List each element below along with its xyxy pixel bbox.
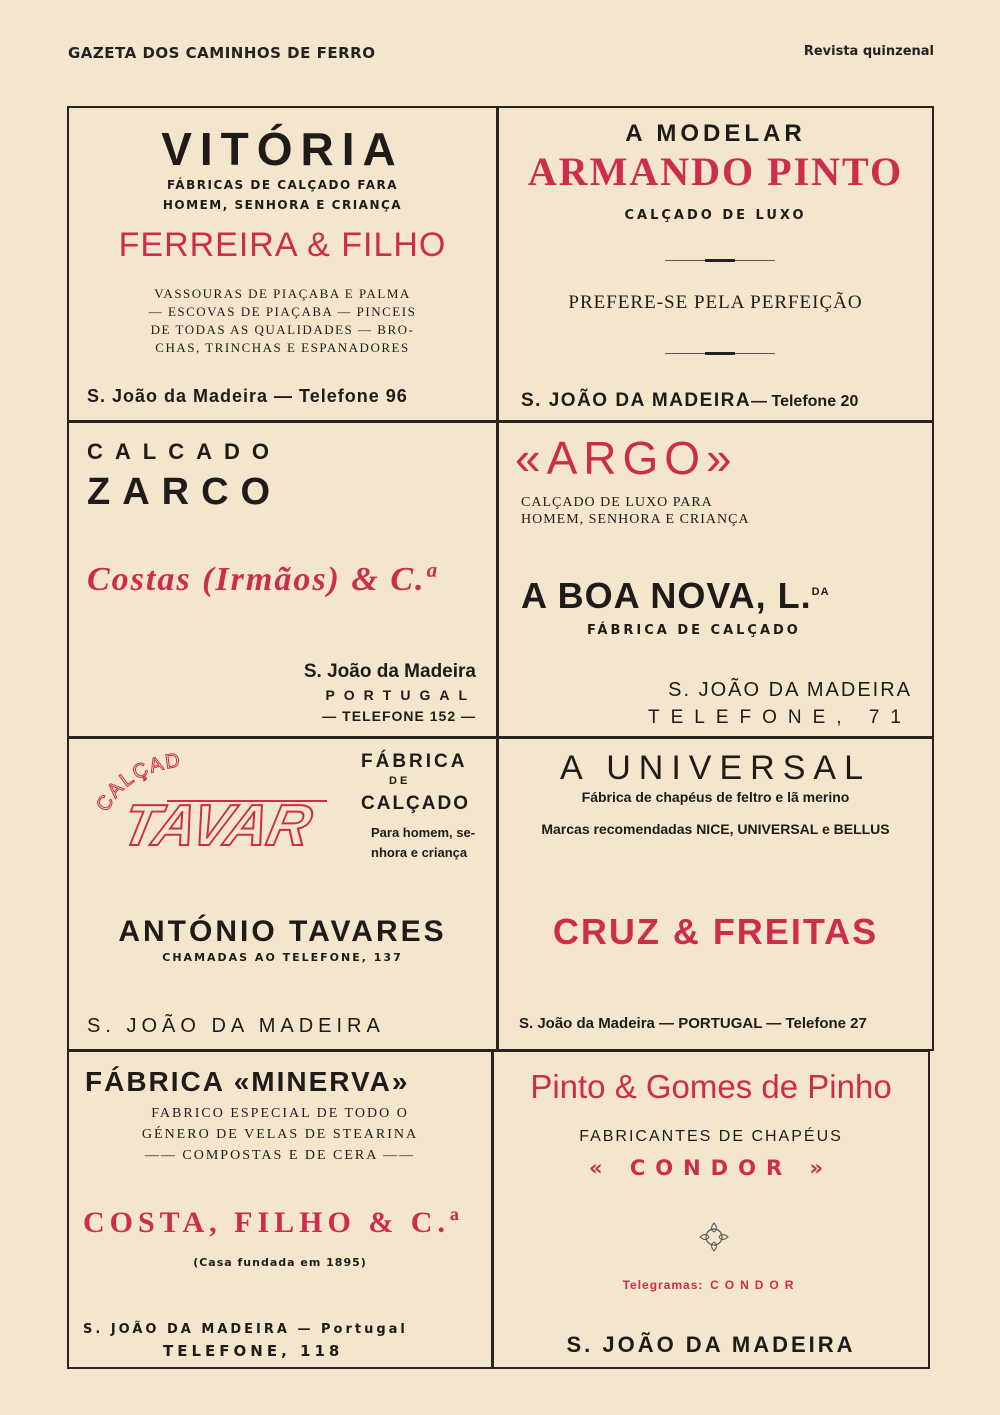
ad-vitoria-sub2: HOMEM, SENHORA E CRIANÇA (162, 198, 403, 212)
ad-argo-city: S. JOÃO DA MADEIRA (668, 679, 912, 701)
ad-modelar-sub: CALÇADO DE LUXO (624, 208, 807, 223)
ad-argo-firm (521, 575, 830, 617)
ad-minerva-desc3: —— COMPOSTAS E DE CERA —— (144, 1148, 416, 1163)
ad-vitoria (67, 106, 498, 422)
tavar-logo (97, 753, 347, 863)
ad-argo-sub3: FÁBRICA DE CALÇADO (587, 623, 801, 638)
ad-condor-city: S. JOÃO DA MADEIRA (566, 1332, 856, 1357)
ad-minerva-founded: (Casa fundada em 1895) (193, 1256, 367, 1269)
ad-argo-firm-sup: DA (811, 586, 830, 598)
ad-tavar-fab1: FÁBRICA (361, 751, 468, 772)
ad-modelar-divider-bottom-mark (705, 352, 735, 355)
ad-universal (497, 737, 934, 1051)
ad-universal-title: A UNIVERSAL (560, 749, 871, 787)
ad-condor-sub: FABRICANTES DE CHAPÉUS (579, 1128, 843, 1145)
ad-vitoria-firm: FERREIRA & FILHO (118, 226, 447, 264)
ad-argo (497, 421, 934, 738)
ad-zarco-firm: Costas (Irmãos) & C.ª (87, 561, 437, 598)
ad-vitoria-sub1: FÁBRICAS DE CALÇADO FARA (166, 178, 399, 192)
ad-zarco-line2: ZARCO (87, 471, 283, 513)
ad-minerva-desc2: GÉNERO DE VELAS DE STEARINA (141, 1127, 419, 1142)
ad-minerva-city: S. JOÃO DA MADEIRA — Portugal (83, 1322, 408, 1337)
ad-zarco (67, 421, 498, 738)
ad-tavar-name: ANTÓNIO TAVARES (118, 915, 447, 948)
ad-tavar-phone: CHAMADAS AO TELEFONE, 137 (162, 951, 403, 964)
tavar-logo-graphic (97, 753, 347, 863)
ad-zarco-country: PORTUGAL (325, 687, 476, 703)
ornament-icon (697, 1220, 731, 1254)
ad-universal-firm: CRUZ & FREITAS (552, 911, 879, 952)
ad-argo-title: «ARGO» (515, 432, 738, 484)
ad-modelar-title: A MODELAR (625, 120, 806, 147)
tavar-logo-top: ALÇAD (102, 753, 184, 803)
ad-minerva-firm: COSTA, FILHO & C.ª (83, 1206, 464, 1239)
magazine-title: GAZETA DOS CAMINHOS DE FERRO (68, 44, 376, 62)
ad-tavar-fab4: Para homem, se- (371, 825, 476, 840)
ad-minerva-title: FÁBRICA «MINERVA» (85, 1066, 410, 1097)
ad-modelar-footer (521, 390, 858, 412)
ad-tavar (67, 737, 498, 1051)
ad-universal-sub2: Marcas recomendadas NICE, UNIVERSAL e BELLUS (541, 821, 890, 837)
ad-modelar-city: S. JOÃO DA MADEIRA (521, 390, 752, 411)
ad-zarco-city: S. João da Madeira (303, 661, 476, 682)
ad-zarco-line1: CALCADO (87, 439, 281, 464)
ad-condor-telegramas (494, 1278, 928, 1292)
ad-vitoria-desc2: — ESCOVAS DE PIAÇABA — PINCEIS (148, 304, 417, 319)
ad-tavar-city: S. JOÃO DA MADEIRA (87, 1015, 385, 1037)
ad-tavar-fab5: nhora e criança (371, 845, 468, 860)
ad-modelar-phone: — Telefone 20 (751, 393, 859, 410)
tavar-logo-main: TAVAR (116, 793, 318, 858)
ad-modelar-name: ARMANDO PINTO (527, 149, 904, 194)
ad-condor-tele-label: Telegramas: (622, 1278, 704, 1292)
ad-argo-phone: TELEFONE, 71 (648, 707, 912, 728)
magazine-subtitle: Revista quinzenal (803, 44, 934, 59)
ad-modelar-slogan: PREFERE-SE PELA PERFEIÇÃO (568, 292, 863, 313)
ad-vitoria-title: VITÓRIA (161, 123, 404, 175)
ad-universal-footer: S. João da Madeira — PORTUGAL — Telefone 27 (519, 1015, 867, 1032)
ad-condor-tele-value: CONDOR (710, 1278, 800, 1292)
ad-minerva-desc1: FABRICO ESPECIAL DE TODO O (151, 1106, 409, 1121)
ad-argo-firm-name: A BOA NOVA, L. (521, 575, 812, 616)
ad-vitoria-desc4: CHAS, TRINCHAS E ESPANADORES (155, 340, 410, 355)
ad-argo-sub2: HOMEM, SENHORA E CRIANÇA (521, 512, 750, 527)
ad-tavar-fab3: CALÇADO (361, 793, 470, 814)
ad-condor-brand: « CONDOR » (588, 1156, 834, 1180)
ad-argo-sub1: CALÇADO DE LUXO PARA (521, 495, 713, 510)
ad-vitoria-desc3: DE TODAS AS QUALIDADES — BRO- (150, 322, 415, 337)
ad-zarco-phone: — TELEFONE 152 — (322, 708, 476, 724)
ad-universal-sub1: Fábrica de chapéus de feltro e lã merino (581, 789, 850, 805)
ad-modelar-divider-top-mark (705, 259, 735, 262)
ad-minerva (67, 1050, 493, 1369)
ad-minerva-phone: TELEFONE, 118 (163, 1342, 344, 1360)
ad-vitoria-desc1: VASSOURAS DE PIAÇABA E PALMA (154, 286, 411, 301)
ad-condor-firm: Pinto & Gomes de Pinho (530, 1068, 892, 1105)
ad-modelar (497, 106, 934, 422)
ad-condor (492, 1050, 930, 1369)
ad-tavar-fab2: DE (389, 775, 411, 787)
ad-vitoria-footer: S. João da Madeira — Telefone 96 (87, 386, 408, 406)
